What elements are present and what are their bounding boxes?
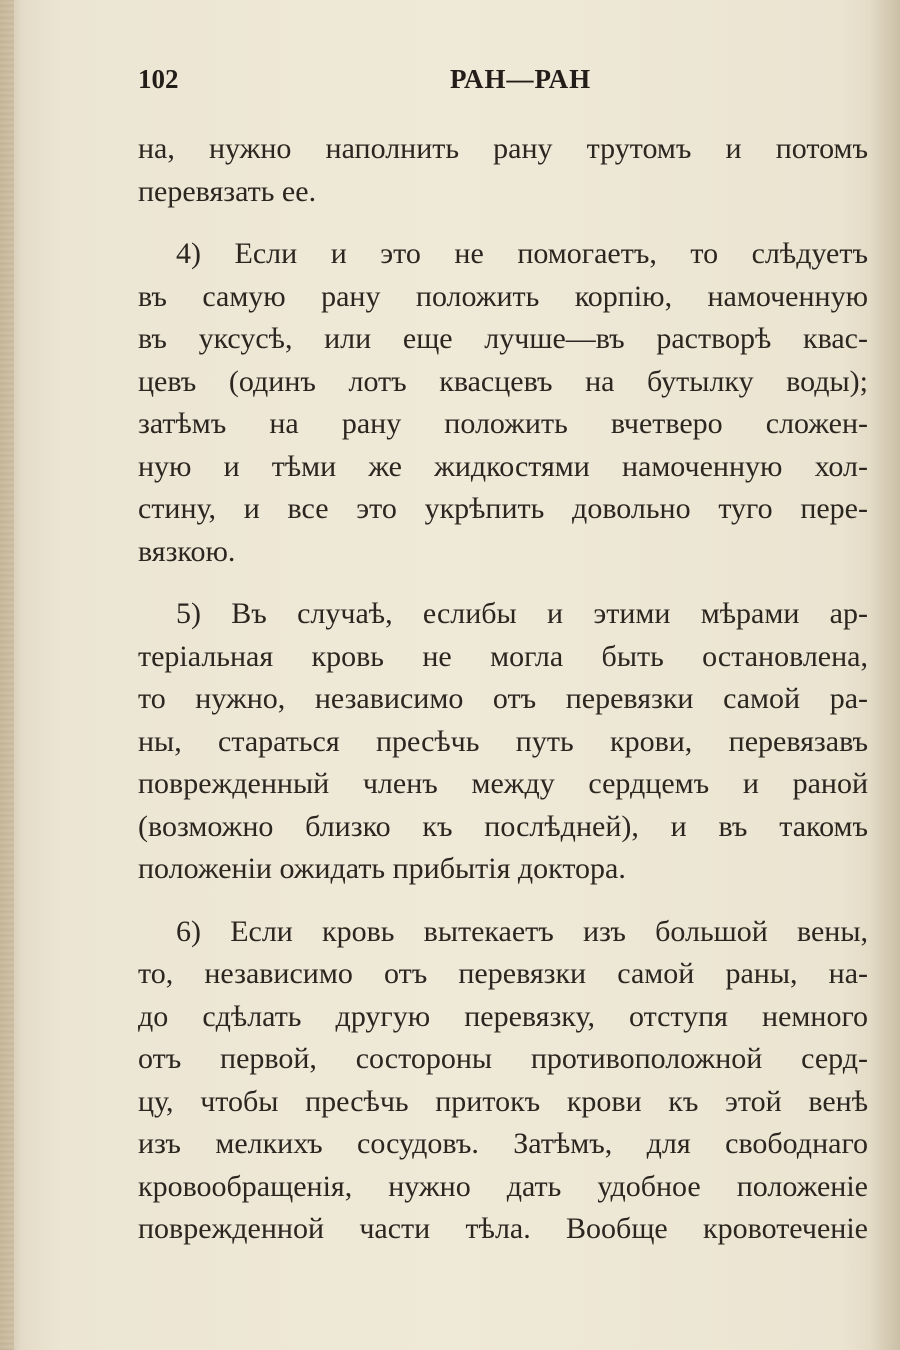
body-text [138,128,868,1251]
page-header [138,64,868,100]
text-line: перевязать ее. [138,174,317,208]
text-line: то, независимо отъ перевязки самой раны, на- [138,957,868,990]
text-line: въ уксусѣ, или еще лучше—въ растворѣ квас- [138,322,868,355]
page-number: 102 [138,64,179,94]
text-line: вязкою. [138,534,236,568]
text-line: на, нужно наполнить рану трутомъ и потомъ [138,132,868,165]
text-line: 6) Если кровь вытекаетъ изъ большой вены, [176,914,868,948]
paragraph [138,128,868,213]
text-line: затѣмъ на рану положить вчетверо сложен- [138,407,868,440]
text-line: цевъ (одинъ лотъ квасцевъ на бутылку воды); [138,364,868,398]
paragraph [138,911,868,1251]
text-line: изъ мелкихъ сосудовъ. Затѣмъ, для свободнаго [138,1127,868,1160]
text-line: отъ первой, состороны противоположной серд- [138,1042,868,1075]
page-binding-edge [0,0,14,1350]
text-line: поврежденной части тѣла. Вообще кровотеченіе [138,1212,868,1245]
text-line: до сдѣлать другую перевязку, отступя немного [138,999,868,1033]
text-line: теріальная кровь не могла быть остановлена, [138,639,868,673]
text-line: положеніи ожидать прибытія доктора. [138,852,626,885]
text-line: поврежденный членъ между сердцемъ и раной [138,767,868,800]
text-line: цу, чтобы пресѣчь притокъ крови къ этой венѣ [138,1084,868,1118]
running-head: РАН—РАН [450,64,592,94]
text-line: 4) Если и это не помогаетъ, то слѣдуетъ [176,237,868,270]
paragraph [138,233,868,573]
text-line: кровообращенія, нужно дать удобное положеніе [138,1169,868,1203]
text-line: 5) Въ случаѣ, еслибы и этими мѣрами ар- [176,597,868,630]
text-line: (возможно близко къ послѣдней), и въ такомъ [138,809,868,843]
paragraph [138,593,868,891]
text-line: стину, и все это укрѣпить довольно туго пере- [138,492,868,525]
text-line: ную и тѣми же жидкостями намоченную хол- [138,449,868,483]
text-line: въ самую рану положить корпію, намоченную [138,279,868,313]
text-line: то нужно, независимо отъ перевязки самой ра- [138,682,868,715]
page-edge-shadow [870,0,900,1350]
text-line: ны, стараться пресѣчь путь крови, перевязавъ [138,724,868,758]
